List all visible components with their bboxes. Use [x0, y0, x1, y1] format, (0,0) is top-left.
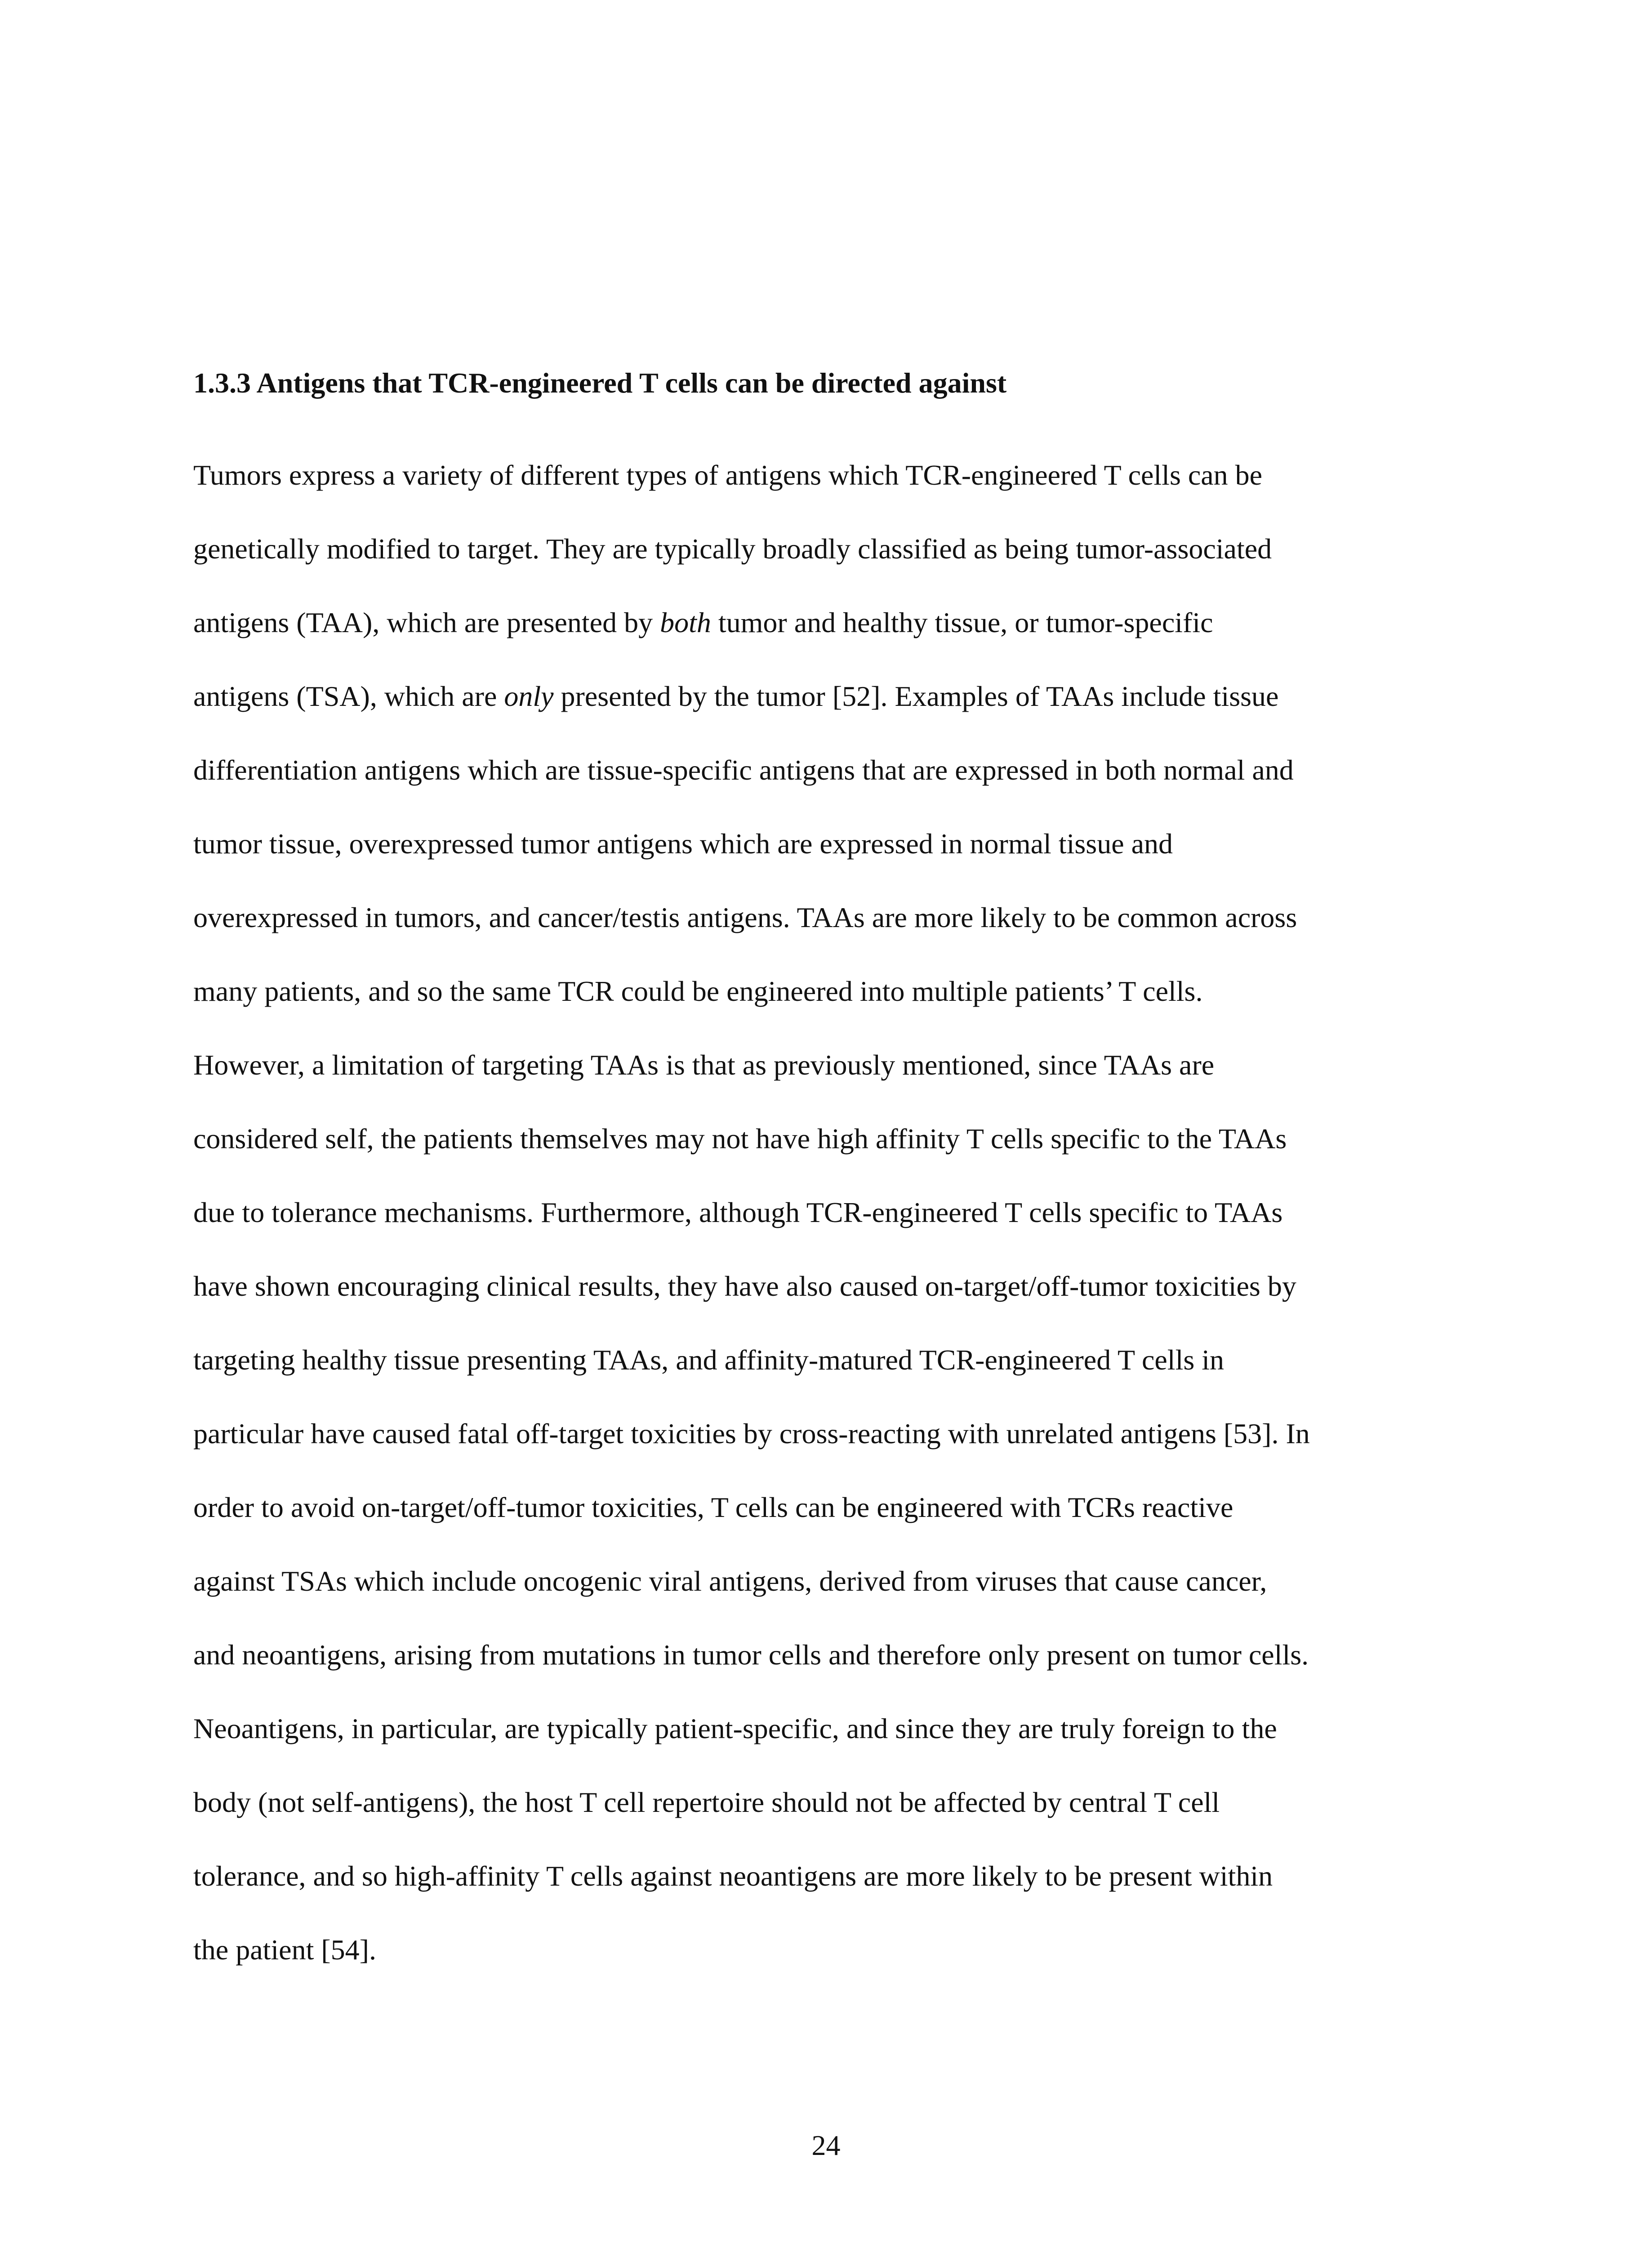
paragraph-line: particular have caused fatal off-target toxicities by cross-reacting with unrelated antigens [53]. In	[193, 1418, 1310, 1450]
body-paragraph	[193, 438, 1542, 1987]
paragraph-line: tolerance, and so high-affinity T cells against neoantigens are more likely to be present within	[193, 1860, 1273, 1892]
section-heading: 1.3.3 Antigens that TCR-engineered T cells can be directed against	[193, 367, 1007, 399]
emphasis-text: both	[660, 607, 711, 638]
paragraph-line: many patients, and so the same TCR could be engineered into multiple patients’ T cells.	[193, 975, 1203, 1007]
paragraph-line: genetically modified to target. They are typically broadly classified as being tumor-associated	[193, 533, 1272, 565]
paragraph-line: Neoantigens, in particular, are typically patient-specific, and since they are truly foreign to the	[193, 1713, 1277, 1744]
paragraph-line: Tumors express a variety of different types of antigens which TCR-engineered T cells can be	[193, 459, 1263, 491]
paragraph-line: and neoantigens, arising from mutations in tumor cells and therefore only present on tumor cells.	[193, 1639, 1309, 1671]
text-run: antigens (TAA), which are presented by	[193, 607, 660, 638]
paragraph-line: order to avoid on-target/off-tumor toxicities, T cells can be engineered with TCRs reactive	[193, 1491, 1233, 1523]
paragraph-line: differentiation antigens which are tissue-specific antigens that are expressed in both normal and	[193, 754, 1294, 786]
text-run: presented by the tumor [52]. Examples of TAAs include tissue	[553, 680, 1279, 712]
paragraph-line: have shown encouraging clinical results, they have also caused on-target/off-tumor toxicities by	[193, 1270, 1296, 1302]
emphasis-text: only	[504, 680, 554, 712]
text-run: tumor and healthy tissue, or tumor-specific	[711, 607, 1213, 638]
paragraph-line: considered self, the patients themselves may not have high affinity T cells specific to the TAAs	[193, 1123, 1287, 1155]
paragraph-line	[193, 586, 1542, 660]
text-run: antigens (TSA), which are	[193, 680, 504, 712]
page-number: 24	[811, 2129, 841, 2161]
paragraph-line: tumor tissue, overexpressed tumor antigens which are expressed in normal tissue and	[193, 828, 1173, 860]
paragraph-line: targeting healthy tissue presenting TAAs, and affinity-matured TCR-engineered T cells in	[193, 1344, 1225, 1376]
paragraph-line: due to tolerance mechanisms. Furthermore, although TCR-engineered T cells specific to TAAs	[193, 1196, 1283, 1228]
paragraph-line: against TSAs which include oncogenic viral antigens, derived from viruses that cause cancer,	[193, 1565, 1267, 1597]
paragraph-line: the patient [54].	[193, 1934, 376, 1966]
paragraph-line: However, a limitation of targeting TAAs is that as previously mentioned, since TAAs are	[193, 1049, 1215, 1081]
paragraph-line: overexpressed in tumors, and cancer/testis antigens. TAAs are more likely to be common across	[193, 901, 1297, 933]
paragraph-line	[193, 660, 1542, 733]
paragraph-line: body (not self-antigens), the host T cell repertoire should not be affected by central T cell	[193, 1786, 1220, 1818]
